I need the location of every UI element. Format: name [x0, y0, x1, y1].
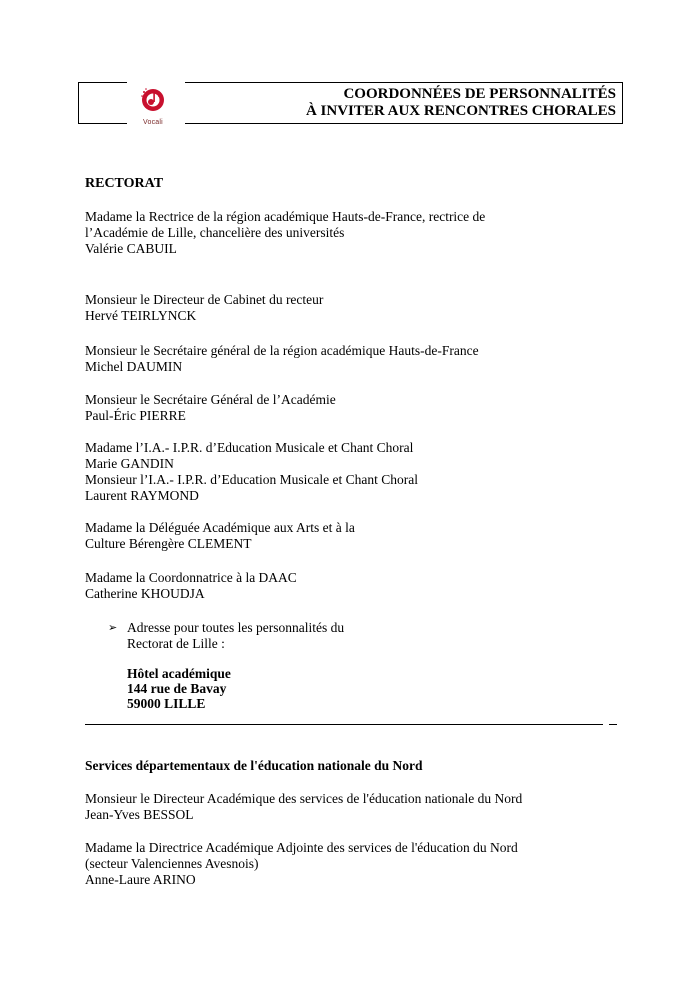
logo-text: Vocali [143, 119, 163, 126]
section-divider-tail [609, 724, 617, 725]
contact-line: Monsieur le Secrétaire général de la région académique Hauts-de-France [85, 343, 479, 358]
contact-line: Madame l’I.A.- I.P.R. d’Education Musicale et Chant Choral [85, 440, 414, 455]
contact-block-cabinet [85, 292, 565, 324]
contact-block-rectrice [85, 209, 565, 257]
section-divider [85, 724, 603, 725]
arrow-bullet-icon: ➢ [108, 622, 118, 634]
contact-line: Madame la Déléguée Académique aux Arts et à la [85, 520, 355, 535]
title-line-1: COORDONNÉES DE PERSONNALITÉS [343, 86, 616, 102]
contact-name: Paul-Éric PIERRE [85, 408, 186, 423]
contact-line: Madame la Rectrice de la région académique Hauts-de-France, rectrice de [85, 209, 486, 224]
contact-line: Monsieur le Secrétaire Général de l’Académie [85, 392, 336, 407]
contact-block-coordonnatrice [85, 570, 565, 602]
contact-block-dasen-adjointe [85, 840, 565, 888]
contact-name: Marie GANDIN [85, 456, 174, 471]
section-heading-nord: Services départementaux de l'éducation nationale du Nord [85, 758, 423, 773]
contact-name: Anne-Laure ARINO [85, 872, 196, 887]
contact-block-secretaire-region [85, 343, 565, 375]
vocali-logo [127, 74, 185, 128]
contact-block-dasen [85, 791, 565, 823]
contact-line: (secteur Valenciennes Avesnois) [85, 856, 259, 871]
contact-block-ipr [85, 440, 565, 504]
contact-name: Michel DAUMIN [85, 359, 183, 374]
contact-line: Culture Bérengère CLEMENT [85, 536, 252, 551]
contact-name: Laurent RAYMOND [85, 488, 199, 503]
contact-block-daac [85, 520, 565, 552]
contact-line: Madame la Directrice Académique Adjointe des services de l'éducation du Nord [85, 840, 518, 855]
contact-line: l’Académie de Lille, chancelière des universités [85, 225, 345, 240]
address-line: Hôtel académique [127, 666, 231, 681]
contact-line: Monsieur l’I.A.- I.P.R. d’Education Musicale et Chant Choral [85, 472, 418, 487]
contact-name: Jean-Yves BESSOL [85, 807, 194, 822]
contact-name: Valérie CABUIL [85, 241, 177, 256]
contact-name: Catherine KHOUDJA [85, 586, 205, 601]
contact-name: Hervé TEIRLYNCK [85, 308, 197, 323]
address-note-line: Adresse pour toutes les personnalités du [127, 620, 345, 635]
contact-line: Monsieur le Directeur Académique des services de l'éducation nationale du Nord [85, 791, 523, 806]
contact-line: Madame la Coordonnatrice à la DAAC [85, 570, 297, 585]
address-line: 59000 LILLE [127, 696, 206, 711]
rectorat-address [127, 666, 231, 711]
contact-block-secretaire-academie [85, 392, 565, 424]
section-heading-rectorat: RECTORAT [85, 176, 164, 191]
address-note-line: Rectorat de Lille : [127, 636, 225, 651]
contact-line: Monsieur le Directeur de Cabinet du recteur [85, 292, 324, 307]
address-line: 144 rue de Bavay [127, 681, 227, 696]
choir-logo-icon [137, 82, 173, 118]
title-line-2: À INVITER AUX RENCONTRES CHORALES [305, 103, 616, 119]
page-title [306, 86, 616, 120]
